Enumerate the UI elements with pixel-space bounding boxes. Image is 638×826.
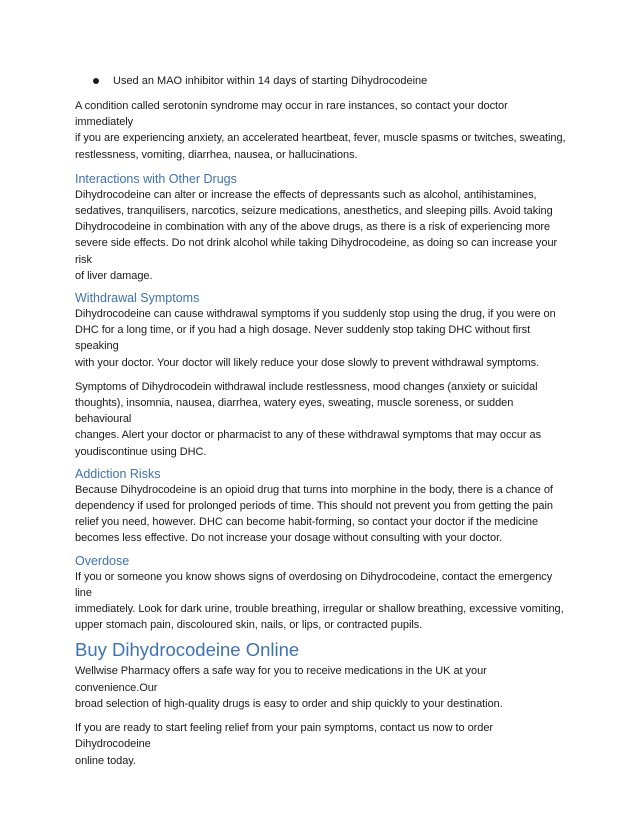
paragraph-line: Dihydrocodeine can cause withdrawal symptoms if you suddenly stop using the drug, if you were on — [75, 308, 556, 321]
paragraph-line: A condition called serotonin syndrome may occur in rare instances, so contact your doctor immediately — [75, 100, 508, 129]
paragraph-line: Because Dihydrocodeine is an opioid drug that turns into morphine in the body, there is a chance of — [75, 483, 553, 496]
bullet-text: Used an MAO inhibitor within 14 days of starting Dihydrocodeine — [113, 75, 428, 87]
document-page — [75, 73, 567, 769]
paragraph-line: broad selection of high-quality drugs is easy to order and ship quickly to your destination. — [75, 697, 503, 710]
buy-paragraph-1 — [75, 663, 567, 712]
interactions-heading: Interactions with Other Drugs — [75, 171, 237, 186]
paragraph-line: dependency if used for prolonged periods of time. This should not prevent you from getting the pain — [75, 500, 553, 513]
bullet-list — [75, 73, 567, 89]
paragraph-line: online today. — [75, 754, 136, 767]
paragraph-line: immediately. Look for dark urine, trouble breathing, irregular or shallow breathing, excessive vomiting, — [75, 603, 564, 616]
addiction-section — [75, 466, 567, 547]
paragraph-line: DHC for a long time, or if you had a high dosage. Never suddenly stop taking DHC without first speaking — [75, 324, 531, 353]
overdose-heading: Overdose — [75, 553, 130, 568]
paragraph-line: youdiscontinue using DHC. — [75, 445, 207, 458]
paragraph-line: relief you need, however. DHC can become habit-forming, so contact your doctor if the medicine — [75, 516, 539, 529]
paragraph-line: Wellwise Pharmacy offers a safe way for you to receive medications in the UK at your convenience.Our — [75, 665, 487, 694]
serotonin-paragraph — [75, 98, 567, 163]
paragraph-line: Symptoms of Dihydrocodein withdrawal include restlessness, mood changes (anxiety or suicidal — [75, 380, 538, 393]
withdrawal-paragraph-1 — [75, 306, 567, 371]
buy-section — [75, 639, 567, 768]
paragraph-line: if you are experiencing anxiety, an accelerated heartbeat, fever, muscle spasms or twitches, sweating, — [75, 132, 566, 145]
paragraph-line: If you or someone you know shows signs of overdosing on Dihydrocodeine, contact the emergency line — [75, 570, 553, 599]
paragraph-line: with your doctor. Your doctor will likely reduce your dose slowly to prevent withdrawal symptoms. — [75, 356, 540, 369]
paragraph-line: upper stomach pain, discoloured skin, nails, or lips, or contracted pupils. — [75, 619, 423, 632]
paragraph-line: If you are ready to start feeling relief from your pain symptoms, contact us now to order Dihydrocodeine — [75, 722, 494, 751]
addiction-heading: Addiction Risks — [75, 466, 161, 481]
paragraph-line: thoughts), insomnia, nausea, diarrhea, watery eyes, sweating, muscle soreness, or sudden behavioural — [75, 397, 514, 426]
bullet-item — [75, 73, 567, 89]
paragraph-line: becomes less effective. Do not increase your dosage without consulting with your doctor. — [75, 532, 503, 545]
paragraph-line: of liver damage. — [75, 269, 153, 282]
withdrawal-paragraph-2 — [75, 379, 567, 460]
withdrawal-section — [75, 290, 567, 460]
bullet-dot-icon — [93, 78, 99, 84]
buy-paragraph-2 — [75, 720, 567, 769]
paragraph-line: Dihydrocodeine in combination with any of the above drugs, as there is a risk of experiencing more — [75, 221, 551, 234]
overdose-section — [75, 553, 567, 634]
paragraph-line: restlessness, vomiting, diarrhea, nausea, or hallucinations. — [75, 148, 358, 161]
paragraph-line: sedatives, tranquilisers, narcotics, seizure medications, anesthetics, and sleeping pills. Avoid taking — [75, 205, 553, 218]
withdrawal-heading: Withdrawal Symptoms — [75, 291, 200, 306]
paragraph-line: severe side effects. Do not drink alcohol while taking Dihydrocodeine, as doing so can increase your risk — [75, 237, 558, 266]
paragraph-line: Dihydrocodeine can alter or increase the effects of depressants such as alcohol, antihistamines, — [75, 188, 537, 201]
buy-heading: Buy Dihydrocodeine Online — [75, 639, 300, 661]
interactions-section — [75, 171, 567, 284]
paragraph-line: changes. Alert your doctor or pharmacist to any of these withdrawal symptoms that may occur as — [75, 429, 542, 442]
